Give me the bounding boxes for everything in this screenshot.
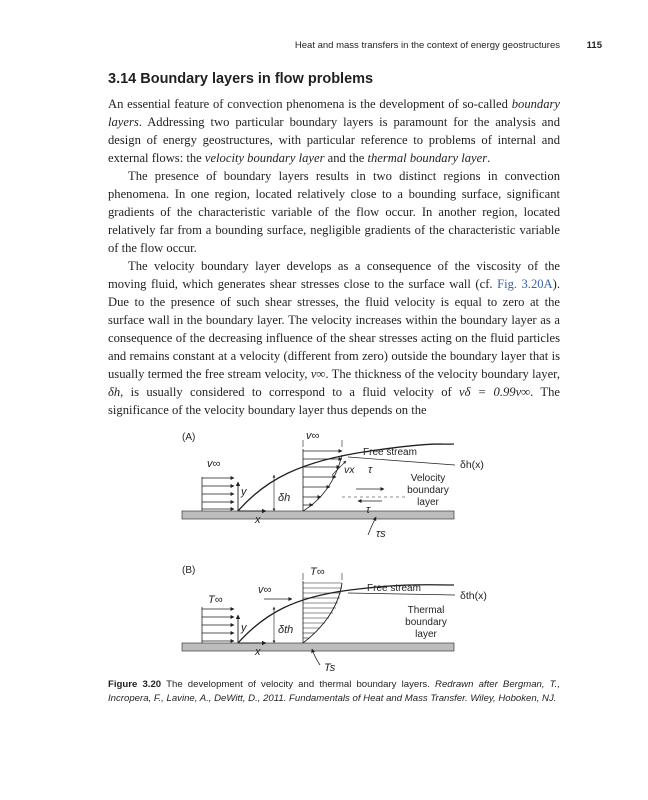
p3-text-4: , is usually considered to correspond to a fluid velocity of bbox=[120, 385, 459, 399]
p3-text-5: . The significance of the velocity boundary layer thus depends on the bbox=[108, 385, 560, 417]
p1-text-3: and the bbox=[324, 151, 368, 165]
paragraph-3 bbox=[108, 257, 560, 419]
panel-a-y-label: y bbox=[241, 486, 247, 498]
panel-a-v-inf-left: v∞ bbox=[207, 458, 221, 470]
panel-b-temperature-profile bbox=[303, 581, 342, 643]
panel-b-v-inf-label: v∞ bbox=[258, 584, 272, 596]
panel-b bbox=[182, 565, 487, 674]
panel-b-bl-label-line-2: boundary bbox=[405, 617, 447, 628]
panel-a-tau-upper-label: τ bbox=[368, 464, 373, 476]
panel-b-inlet-profile bbox=[202, 607, 234, 643]
caption-source: Redrawn after Bergman, T., Incropera, F., Lavine, A., DeWitt, D., 2011. Fundamentals of Heat and Mass Transfer. Wiley, Hoboken, NJ. bbox=[108, 679, 560, 704]
figure-3-20 bbox=[170, 425, 510, 675]
paragraph-1 bbox=[108, 95, 560, 167]
panel-b-delta-th-x-label: δth(x) bbox=[460, 590, 487, 602]
running-header bbox=[0, 40, 648, 56]
p1-emphasis-1: boundary layers bbox=[108, 97, 560, 129]
panel-a-tau-lower-label: τ bbox=[366, 504, 371, 516]
body-text bbox=[108, 95, 560, 419]
panel-b-t-inf-top: T∞ bbox=[310, 566, 325, 578]
caption-text: The development of velocity and thermal boundary layers. bbox=[161, 679, 436, 690]
figure-caption bbox=[108, 678, 560, 706]
panel-a-bl-label-line-2: boundary bbox=[407, 485, 449, 496]
panel-b-x-label: x bbox=[255, 646, 261, 658]
panel-b-wall bbox=[182, 643, 454, 651]
panel-b-bl-label-line-3: layer bbox=[415, 629, 437, 640]
panel-a-bl-label-line-1: Velocity bbox=[410, 473, 446, 484]
panel-a-free-stream-label: Free stream bbox=[363, 447, 417, 458]
p1-text-1: An essential feature of convection phenomena is the development of so-called bbox=[108, 97, 512, 111]
panel-a-v-inf-top: v∞ bbox=[306, 430, 320, 442]
caption-label: Figure 3.20 bbox=[108, 679, 162, 690]
panel-a-label: (A) bbox=[182, 432, 196, 443]
velocity-profile-envelope bbox=[303, 455, 342, 511]
panel-b-t-s-arrow bbox=[312, 649, 320, 665]
panel-b-bl-label-line-1: Thermal bbox=[407, 605, 445, 616]
panel-a-leader-line bbox=[348, 457, 455, 465]
p1-text-2: . Addressing two particular boundary layers is paramount for the analysis and design of energy geostructures, with particular reference to problems of internal and external flows: the bbox=[108, 115, 560, 165]
panel-b-t-inf-left: T∞ bbox=[208, 594, 223, 606]
p1-emphasis-2: velocity boundary layer bbox=[204, 151, 325, 165]
panel-b-delta-th-label: δth bbox=[278, 624, 294, 636]
panel-a-velocity-profile bbox=[303, 449, 342, 511]
panel-a-tau-s-label: τs bbox=[376, 528, 386, 540]
p1-emphasis-3: thermal boundary layer bbox=[367, 151, 488, 165]
panel-a-delta-h-x-label: δh(x) bbox=[460, 459, 484, 471]
panel-a-bl-label-line-3: layer bbox=[417, 497, 439, 508]
panel-b-t-s-label: Ts bbox=[324, 662, 336, 674]
panel-a bbox=[182, 430, 484, 540]
panel-b-label: (B) bbox=[182, 565, 196, 576]
panel-b-y-label: y bbox=[241, 622, 247, 634]
panel-a-tau-s-arrow bbox=[368, 517, 376, 535]
p3-math-delta-h: δh bbox=[108, 385, 121, 399]
panel-a-delta-h-label: δh bbox=[278, 492, 291, 504]
panel-a-wall bbox=[182, 511, 454, 519]
boundary-layer-diagram bbox=[170, 425, 510, 675]
p3-text-2: ). Due to the presence of such shear stresses, the fluid velocity is equal to zero at the surface wall in the boundary layer. The velocity increases within the boundary layer as a consequence of the decreasing influence of the shear stresses acting on the fluid particles and remains constant at a velocity (different from zero) outside the boundary layer that is usually termed the free stream velocity, bbox=[108, 277, 560, 381]
running-head-title: Heat and mass transfers in the context of energy geostructures bbox=[294, 40, 560, 51]
p3-math-v-inf: v∞ bbox=[310, 367, 326, 381]
panel-a-inlet-profile bbox=[202, 477, 234, 511]
p1-text-4: . bbox=[487, 151, 491, 165]
p3-text-1: The velocity boundary layer develops as a consequence of the viscosity of the moving fluid, which generates shear stresses close to the surface wall (cf. bbox=[108, 259, 560, 291]
p3-math-v-delta: vδ = 0.99v∞ bbox=[459, 385, 531, 399]
p3-text-3: . The thickness of the velocity boundary layer, bbox=[325, 367, 560, 381]
page-number: 115 bbox=[586, 40, 602, 51]
figure-reference-link[interactable]: Fig. 3.20A bbox=[497, 277, 553, 291]
panel-a-vx-label: vx bbox=[344, 464, 355, 476]
paragraph-2: The presence of boundary layers results in two distinct regions in convection phenomena. In one region, located relatively close to a bounding surface, significant gradients of the characteristic variable of the flow occur. In another region, located relatively far from a bounding surface, negligible gradients of the characteristic variable of the flow occur. bbox=[108, 169, 560, 255]
panel-b-free-stream-label: Free stream bbox=[367, 583, 421, 594]
panel-a-x-label: x bbox=[255, 514, 261, 526]
section-title: 3.14 Boundary layers in flow problems bbox=[108, 71, 374, 87]
